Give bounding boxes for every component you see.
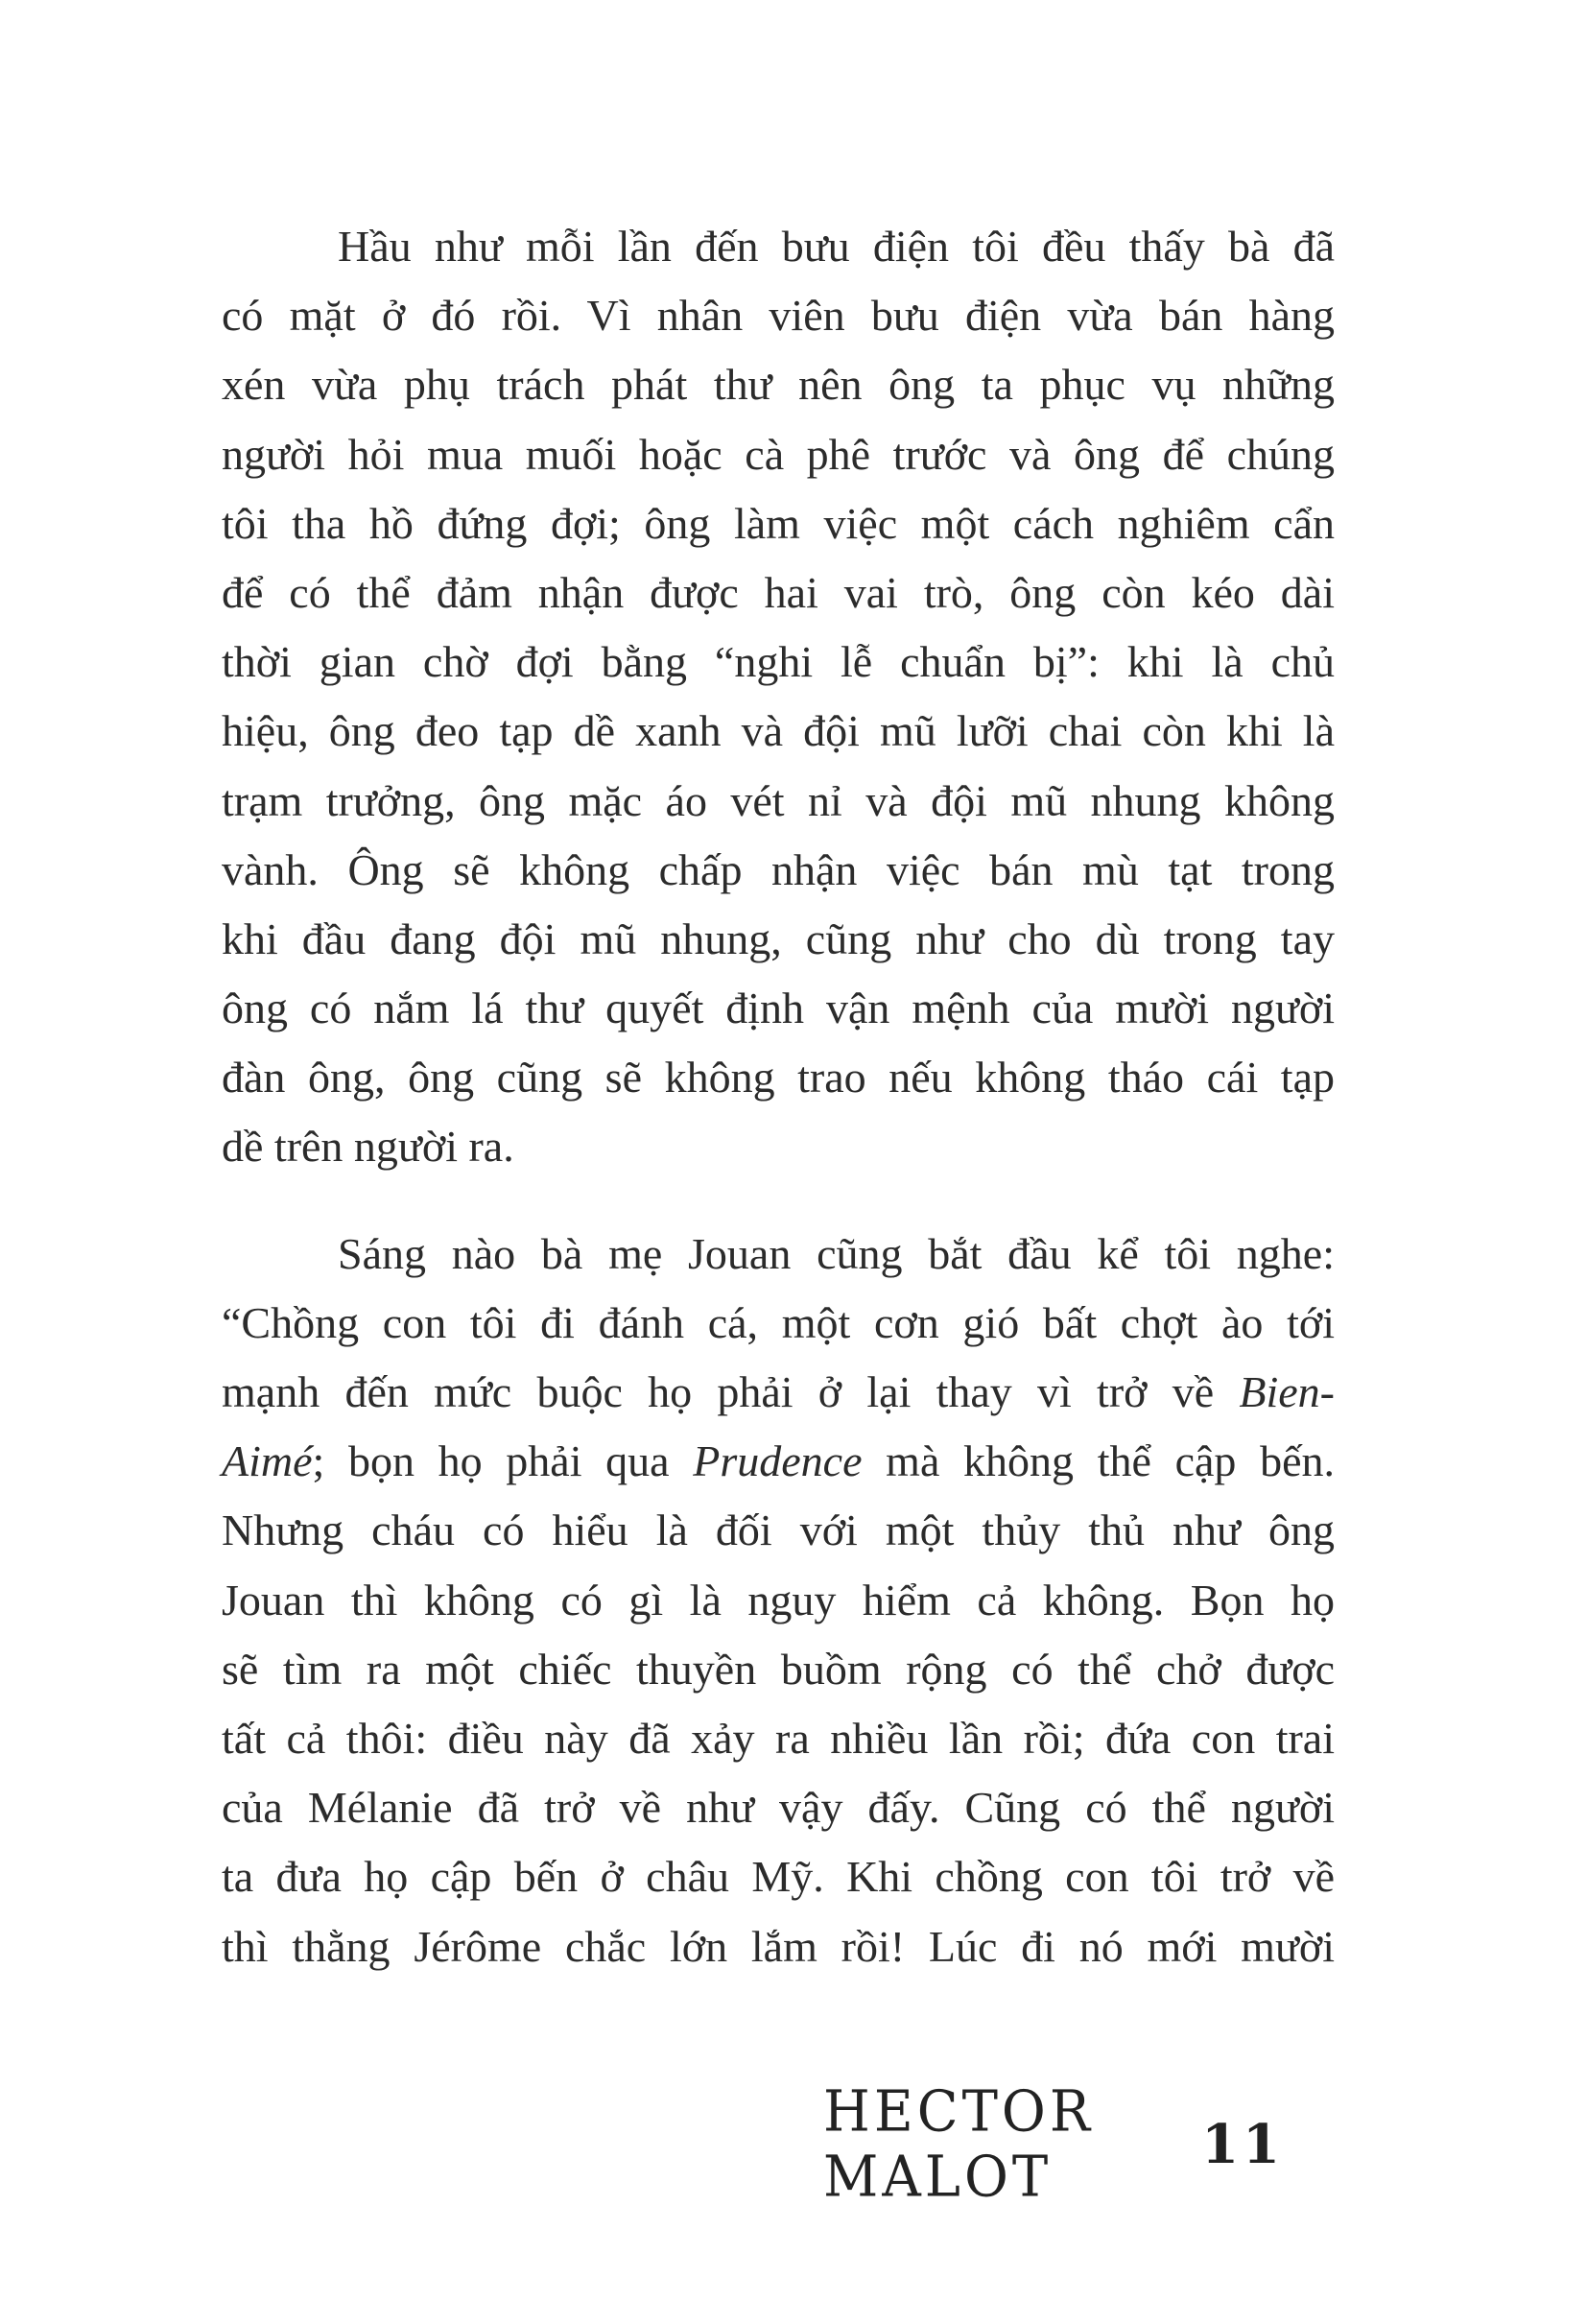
footer-author-name: HECTOR MALOT <box>823 2078 1094 2211</box>
italic-ship-name: Prudence <box>693 1436 863 1486</box>
paragraph-2 <box>222 1220 1335 1981</box>
text-line: Hầu như mỗi lần đến bưu điện tôi đều thấy bà đã <box>338 222 1335 271</box>
text-line: thì thằng Jérôme chắc lớn lắm rồi! Lúc đi nó mới mười <box>222 1921 1335 1971</box>
text-line: Nhưng cháu có hiểu là đối với một thủy thủ như ông <box>222 1506 1335 1555</box>
text-line: vành. Ông sẽ không chấp nhận việc bán mù tạt trong <box>222 844 1335 894</box>
text-line: trạm trưởng, ông mặc áo vét nỉ và đội mũ nhung không <box>222 775 1335 825</box>
italic-ship-name: Bien- <box>1239 1367 1335 1416</box>
text-line: ông có nắm lá thư quyết định vận mệnh của mười người <box>222 984 1335 1033</box>
text-line: để có thể đảm nhận được hai vai trò, ông còn kéo dài <box>222 567 1335 617</box>
text-line: của Mélanie đã trở về như vậy đấy. Cũng có thể người <box>222 1783 1335 1833</box>
text-fragment: mà không thể cập bến. <box>862 1436 1335 1486</box>
text-line <box>222 1358 1335 1427</box>
text-line: hiệu, ông đeo tạp dề xanh và đội mũ lưỡi chai còn khi là <box>222 706 1335 756</box>
text-line: tôi tha hồ đứng đợi; ông làm việc một cách nghiêm cẩn <box>222 498 1335 548</box>
text-line: xén vừa phụ trách phát thư nên ông ta phục vụ những <box>222 360 1335 410</box>
text-line: đàn ông, ông cũng sẽ không trao nếu không tháo cái tạp <box>222 1053 1335 1103</box>
text-line: sẽ tìm ra một chiếc thuyền buồm rộng có thể chở được <box>222 1644 1335 1694</box>
page-body <box>222 212 1335 1981</box>
text-line: dề trên người ra. <box>222 1122 514 1172</box>
text-line: khi đầu đang đội mũ nhung, cũng như cho dù trong tay <box>222 913 1335 963</box>
text-line: có mặt ở đó rồi. Vì nhân viên bưu điện vừa bán hàng <box>222 291 1335 341</box>
running-footer <box>823 2078 1284 2211</box>
text-fragment: ; bọn họ phải qua <box>312 1436 694 1486</box>
text-line: tất cả thôi: điều này đã xảy ra nhiều lần rồi; đứa con trai <box>222 1713 1335 1763</box>
text-line: thời gian chờ đợi bằng “nghi lễ chuẩn bị”: khi là chủ <box>222 637 1335 687</box>
text-line: người hỏi mua muối hoặc cà phê trước và ông để chúng <box>222 429 1335 479</box>
italic-ship-name: Aimé <box>222 1436 313 1486</box>
text-line: Jouan thì không có gì là nguy hiểm cả không. Bọn họ <box>222 1575 1335 1624</box>
text-fragment: mạnh đến mức buộc họ phải ở lại thay vì trở về <box>222 1367 1240 1416</box>
text-line <box>222 1427 1335 1496</box>
text-line: “Chồng con tôi đi đánh cá, một cơn gió bất chợt ào tới <box>222 1297 1335 1347</box>
page-number: 11 <box>1201 2113 1284 2176</box>
paragraph-1 <box>222 212 1335 1182</box>
text-line: Sáng nào bà mẹ Jouan cũng bắt đầu kể tôi nghe: <box>338 1228 1335 1278</box>
paragraph-spacer <box>222 1182 1335 1220</box>
text-line: ta đưa họ cập bến ở châu Mỹ. Khi chồng con tôi trở về <box>222 1852 1335 1902</box>
